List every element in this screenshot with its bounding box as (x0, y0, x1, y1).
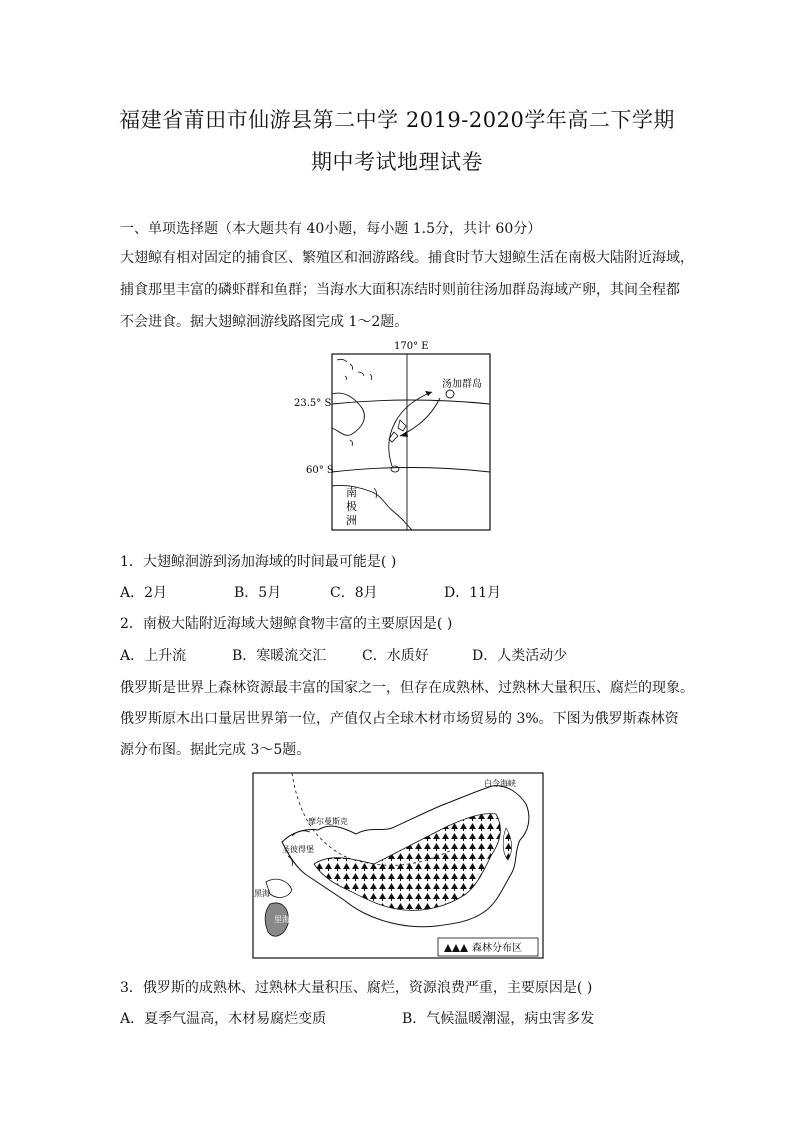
murmansk-label: 摩尔曼斯克 (308, 817, 348, 826)
russia-forest-map (252, 772, 544, 960)
q1-option-c[interactable]: C．8月 (330, 585, 378, 601)
title-line-1: 福建省莆田市仙游县第二中学 2019-2020学年高二下学期 (119, 108, 675, 132)
title-line-2: 期中考试地理试卷 (311, 150, 483, 174)
q2-option-d[interactable]: D．人类活动少 (472, 648, 568, 664)
q2-option-a[interactable]: A．上升流 (120, 648, 187, 664)
legend-tree-icon (444, 944, 468, 952)
antarctica-label-2: 极 (346, 500, 357, 513)
q3-option-a[interactable]: A．夏季气温高，木材易腐烂变质 (120, 1011, 327, 1027)
passage-1-line-3: 不会进食。据大翅鲸洄游线路图完成 1～2题。 (120, 314, 409, 330)
section-heading: 一、单项选择题（本大题共有 40小题，每小题 1.5分，共计 60分） (120, 221, 542, 237)
tonga-label: 汤加群岛 (442, 379, 482, 390)
bering-label: 白令海峡 (484, 779, 516, 788)
q1-option-b[interactable]: B．5月 (234, 585, 282, 601)
passage-2-line-1: 俄罗斯是世界上森林资源最丰富的国家之一，但存在成熟林、过熟林大量积压、腐烂的现象。 (120, 680, 694, 696)
lon-label: 170° E (394, 341, 429, 352)
passage-2-line-2: 俄罗斯原木出口量居世界第一位，产值仅占全球木材市场贸易的 3%。下图为俄罗斯森林资 (120, 711, 679, 727)
legend-label: 森林分布区 (472, 943, 522, 954)
q1-stem: 1．大翅鲸洄游到汤加海域的时间最可能是( ) (120, 554, 397, 570)
st-petersburg-label: 圣彼得堡 (282, 845, 314, 854)
q1-option-d[interactable]: D．11月 (444, 585, 502, 601)
whale-migration-map (290, 336, 500, 532)
passage-1-line-1: 大翅鲸有相对固定的捕食区、繁殖区和洄游路线。捕食时节大翅鲸生活在南极大陆附近海域， (120, 250, 694, 266)
passage-2-line-3: 源分布图。据此完成 3～5题。 (120, 742, 311, 758)
q1-option-a[interactable]: A．2月 (120, 585, 168, 601)
passage-1-line-2: 捕食那里丰富的磷虾群和鱼群；当海水大面积冻结时则前往汤加群岛海域产卵，其间全程都 (120, 282, 680, 298)
q3-stem: 3．俄罗斯的成熟林、过熟林大量积压、腐烂，资源浪费严重，主要原因是( ) (120, 980, 593, 996)
black-sea-label: 黑海 (254, 889, 270, 898)
antarctica-label-3: 洲 (346, 514, 357, 527)
q2-stem: 2．南极大陆附近海域大翅鲸食物丰富的主要原因是( ) (120, 616, 453, 632)
q3-option-b[interactable]: B．气候温暖潮湿，病虫害多发 (402, 1011, 595, 1027)
antarctica-label-1: 南 (346, 486, 357, 499)
q2-option-c[interactable]: C．水质好 (362, 648, 429, 664)
caspian-label: 里海 (274, 915, 290, 924)
lat-label-60: 60° S (306, 465, 334, 476)
lat-label-23-5: 23.5° S (294, 398, 332, 409)
q2-option-b[interactable]: B．寒暖流交汇 (232, 648, 327, 664)
